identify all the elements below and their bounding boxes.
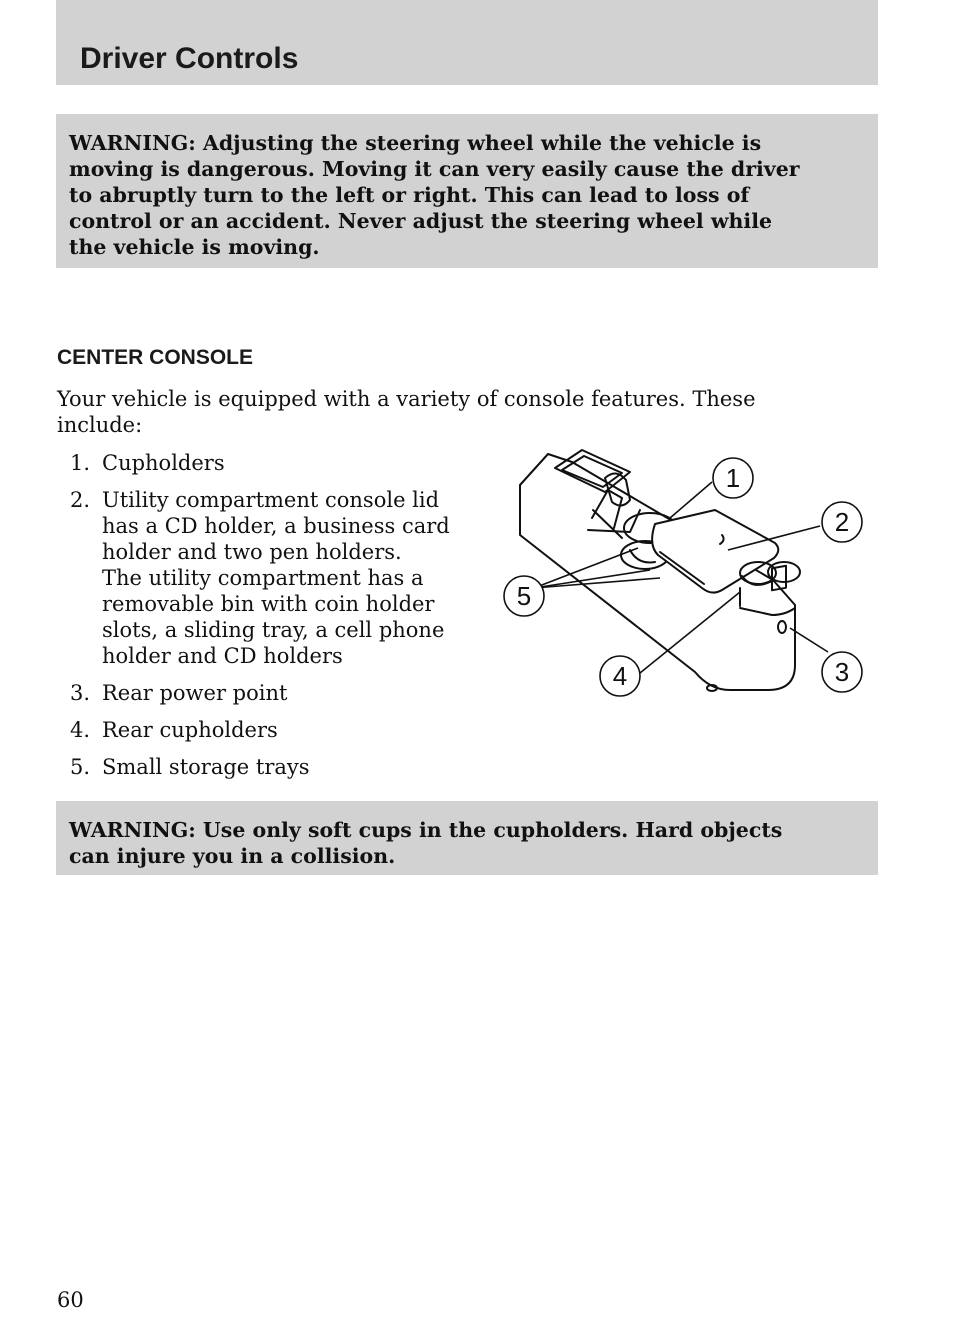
callout-label-3: 3 — [834, 657, 850, 687]
section-intro: Your vehicle is equipped with a variety of console features. These include: — [57, 387, 756, 437]
list-item-number: 1. — [70, 451, 91, 475]
list-item — [70, 680, 470, 706]
list-item-number: 5. — [70, 755, 91, 779]
list-item-text: Utility compartment console lid has a CD holder, a business card holder and two pen holders. The utility compartment has a removable bin with coin holder slots, a sliding tray, a cell phone holder and CD holders — [102, 488, 450, 668]
callout-label-2: 2 — [834, 507, 850, 537]
list-item — [70, 717, 470, 743]
list-item-number: 4. — [70, 718, 91, 742]
list-item-number: 3. — [70, 681, 91, 705]
page-header — [56, 0, 878, 85]
section-heading: CENTER CONSOLE — [57, 346, 254, 369]
page-number: 60 — [57, 1288, 84, 1312]
cupholder-warning: WARNING: Use only soft cups in the cupholders. Hard objects can injure you in a collision. — [56, 801, 878, 875]
callout-label-5: 5 — [516, 581, 532, 611]
center-console-illustration — [490, 440, 880, 720]
callout-label-4: 4 — [612, 661, 628, 691]
list-item-number: 2. — [70, 488, 91, 512]
list-item-text: Small storage trays — [102, 755, 310, 779]
list-item-text: Cupholders — [102, 451, 225, 475]
list-item — [70, 754, 470, 780]
feature-list — [70, 450, 470, 791]
list-item — [70, 487, 470, 669]
callout-label-1: 1 — [725, 463, 741, 493]
steering-wheel-warning: WARNING: Adjusting the steering wheel while the vehicle is moving is dangerous. Moving it can very easily cause the driver to abruptly turn to the left or right. This can lead to loss of control or an accident. Never adjust the steering wheel while the vehicle is moving. — [56, 114, 878, 268]
list-item-text: Rear power point — [102, 681, 288, 705]
page-title: Driver Controls — [80, 42, 299, 75]
list-item-text: Rear cupholders — [102, 718, 278, 742]
list-item — [70, 450, 470, 476]
